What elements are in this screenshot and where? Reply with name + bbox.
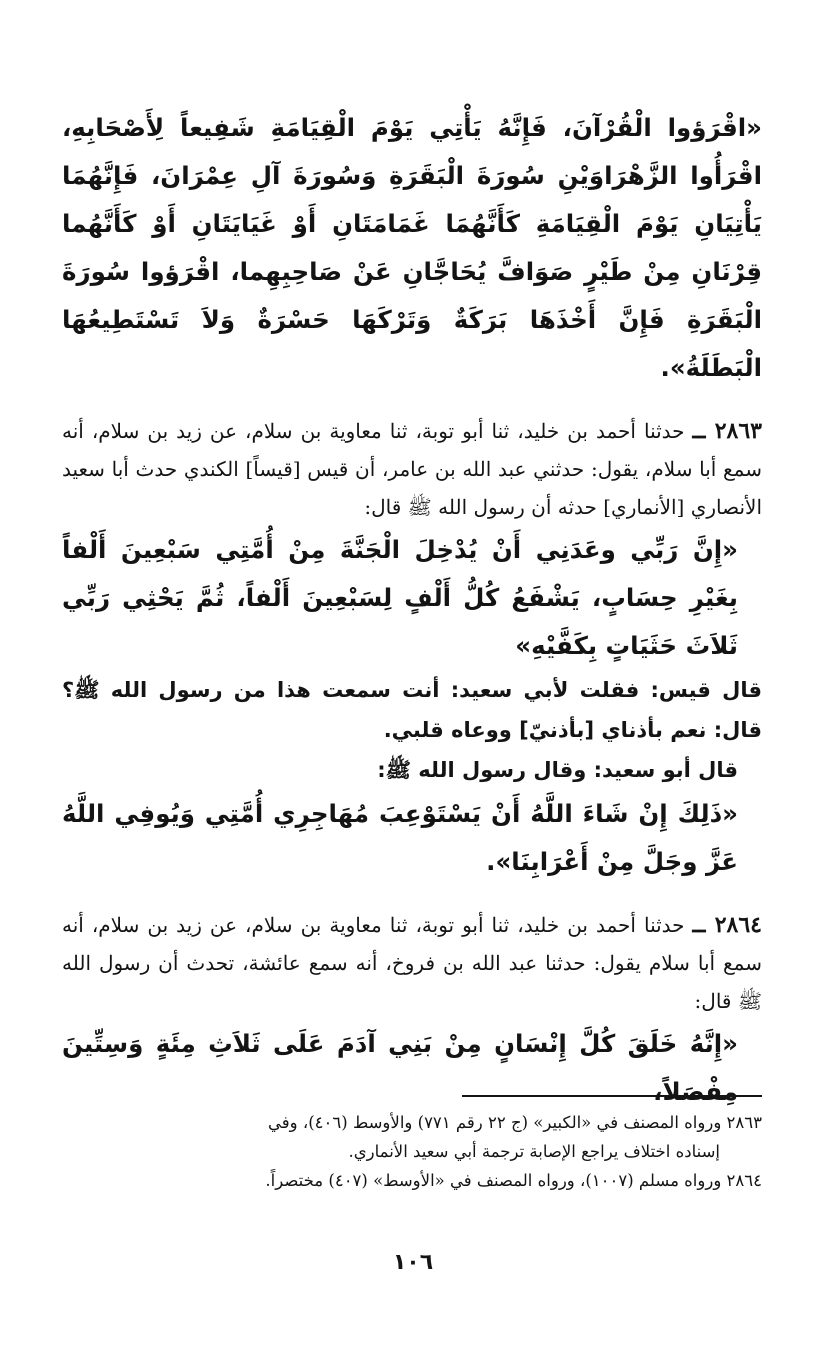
hadith-2863-matn-1: «إِنَّ رَبِّي وعَدَنِي أَنْ يُدْخِلَ الْجَنَّةَ مِنْ أُمَّتِي سَبْعِينَ أَلْفاً بِغَيْرِ حِسَابٍ، يَشْفَعُ كُلُّ أَلْفٍ لِسَبْعِينَ أَلْفاً، ثُمَّ يَحْثِي رَبِّي ثَلاَثَ حَثَيَاتٍ بِكَفَّيْهِ» [62, 535, 738, 660]
hadith-2863-abu-said: قال أبو سعيد: وقال رسول الله ﷺ: [377, 758, 738, 782]
footnote-2863-line-1: ٢٨٦٣ ورواه المصنف في «الكبير» (ج ٢٢ رقم ٧٧١) والأوسط (٤٠٦)، وفي [268, 1113, 762, 1132]
hadith-2863-dialogue: قال قيس: فقلت لأبي سعيد: أنت سمعت هذا من رسول الله ﷺ؟ قال: نعم بأذناي [بأذنيّ] ووعاه قلبي. [62, 678, 762, 742]
hadith-2864-chain: حدثنا أحمد بن خليد، ثنا أبو توبة، ثنا معاوية بن سلام، عن زيد بن سلام، أنه سمع أبا سلام يقول: حدثنا عبد الله بن فروخ، أنه سمع عائشة، تحدث أن رسول الله ﷺ قال: [62, 913, 762, 1013]
hadith-text-quran-recitation: «اقْرَؤوا الْقُرْآنَ، فَإِنَّهُ يَأْتِي يَوْمَ الْقِيَامَةِ شَفِيعاً لِأَصْحَابِهِ، اقْرَأُوا الزَّهْرَاوَيْنِ سُورَةَ الْبَقَرَةِ وَسُورَةَ آلِ عِمْرَانَ، فَإِنَّهُمَا يَأْتِيَانِ يَوْمَ الْقِيَامَةِ كَأَنَّهُمَا غَمَامَتَانِ أَوْ غَيَايَتَانِ أَوْ كَأَنَّهُما قِرْنَانِ مِنْ طَيْرٍ صَوَافَّ يُحَاجَّانِ عَنْ صَاحِبِهِما، اقْرَؤوا سُورَةَ الْبَقَرَةِ فَإِنَّ أَخْذَهَا بَرَكَةٌ وَتَرْكَهَا حَسْرَةٌ وَلاَ تَسْتَطِيعُهَا الْبَطَلَةُ». [62, 113, 762, 382]
footnote-divider [462, 1095, 762, 1097]
page-number: ١٠٦ [392, 1250, 434, 1275]
footnotes [62, 1108, 762, 1195]
hadith-2864-matn: «إِنَّهُ خَلَقَ كُلَّ إِنْسَانٍ مِنْ بَنِي آدَمَ عَلَى ثَلاَثِ مِئَةٍ وَسِتِّينَ مِفْصَلاً، [62, 1029, 738, 1106]
footnote-2863-line-2: إسناده اختلاف يراجع الإصابة ترجمة أبي سعيد الأنماري. [348, 1142, 720, 1161]
hadith-2864-isnad [62, 906, 762, 1020]
hadith-2863-matn-2: «ذَلِكَ إِنْ شَاءَ اللَّهُ أَنْ يَسْتَوْعِبَ مُهَاجِرِي أُمَّتِي وَيُوفِي اللَّهُ عَزَّ وجَلَّ مِنْ أَعْرَابِنَا». [62, 799, 738, 876]
page-body [62, 104, 762, 1116]
footnote-2864: ٢٨٦٤ ورواه مسلم (١٠٠٧)، ورواه المصنف في «الأوسط» (٤٠٧) مختصراً. [265, 1171, 762, 1190]
hadith-2863-chain: حدثنا أحمد بن خليد، ثنا أبو توبة، ثنا معاوية بن سلام، عن زيد بن سلام، أنه سمع أبا سلام، يقول: حدثني عبد الله بن عامر، أن قيس [قيساً] الكندي حدث أبا سعيد الأنصاري [الأنماري] حدثه أن رسول الله ﷺ قال: [62, 419, 762, 519]
hadith-number-2863: ٢٨٦٣ ــ [692, 418, 762, 444]
hadith-2863-isnad [62, 412, 762, 526]
hadith-number-2864: ٢٨٦٤ ــ [692, 912, 762, 938]
